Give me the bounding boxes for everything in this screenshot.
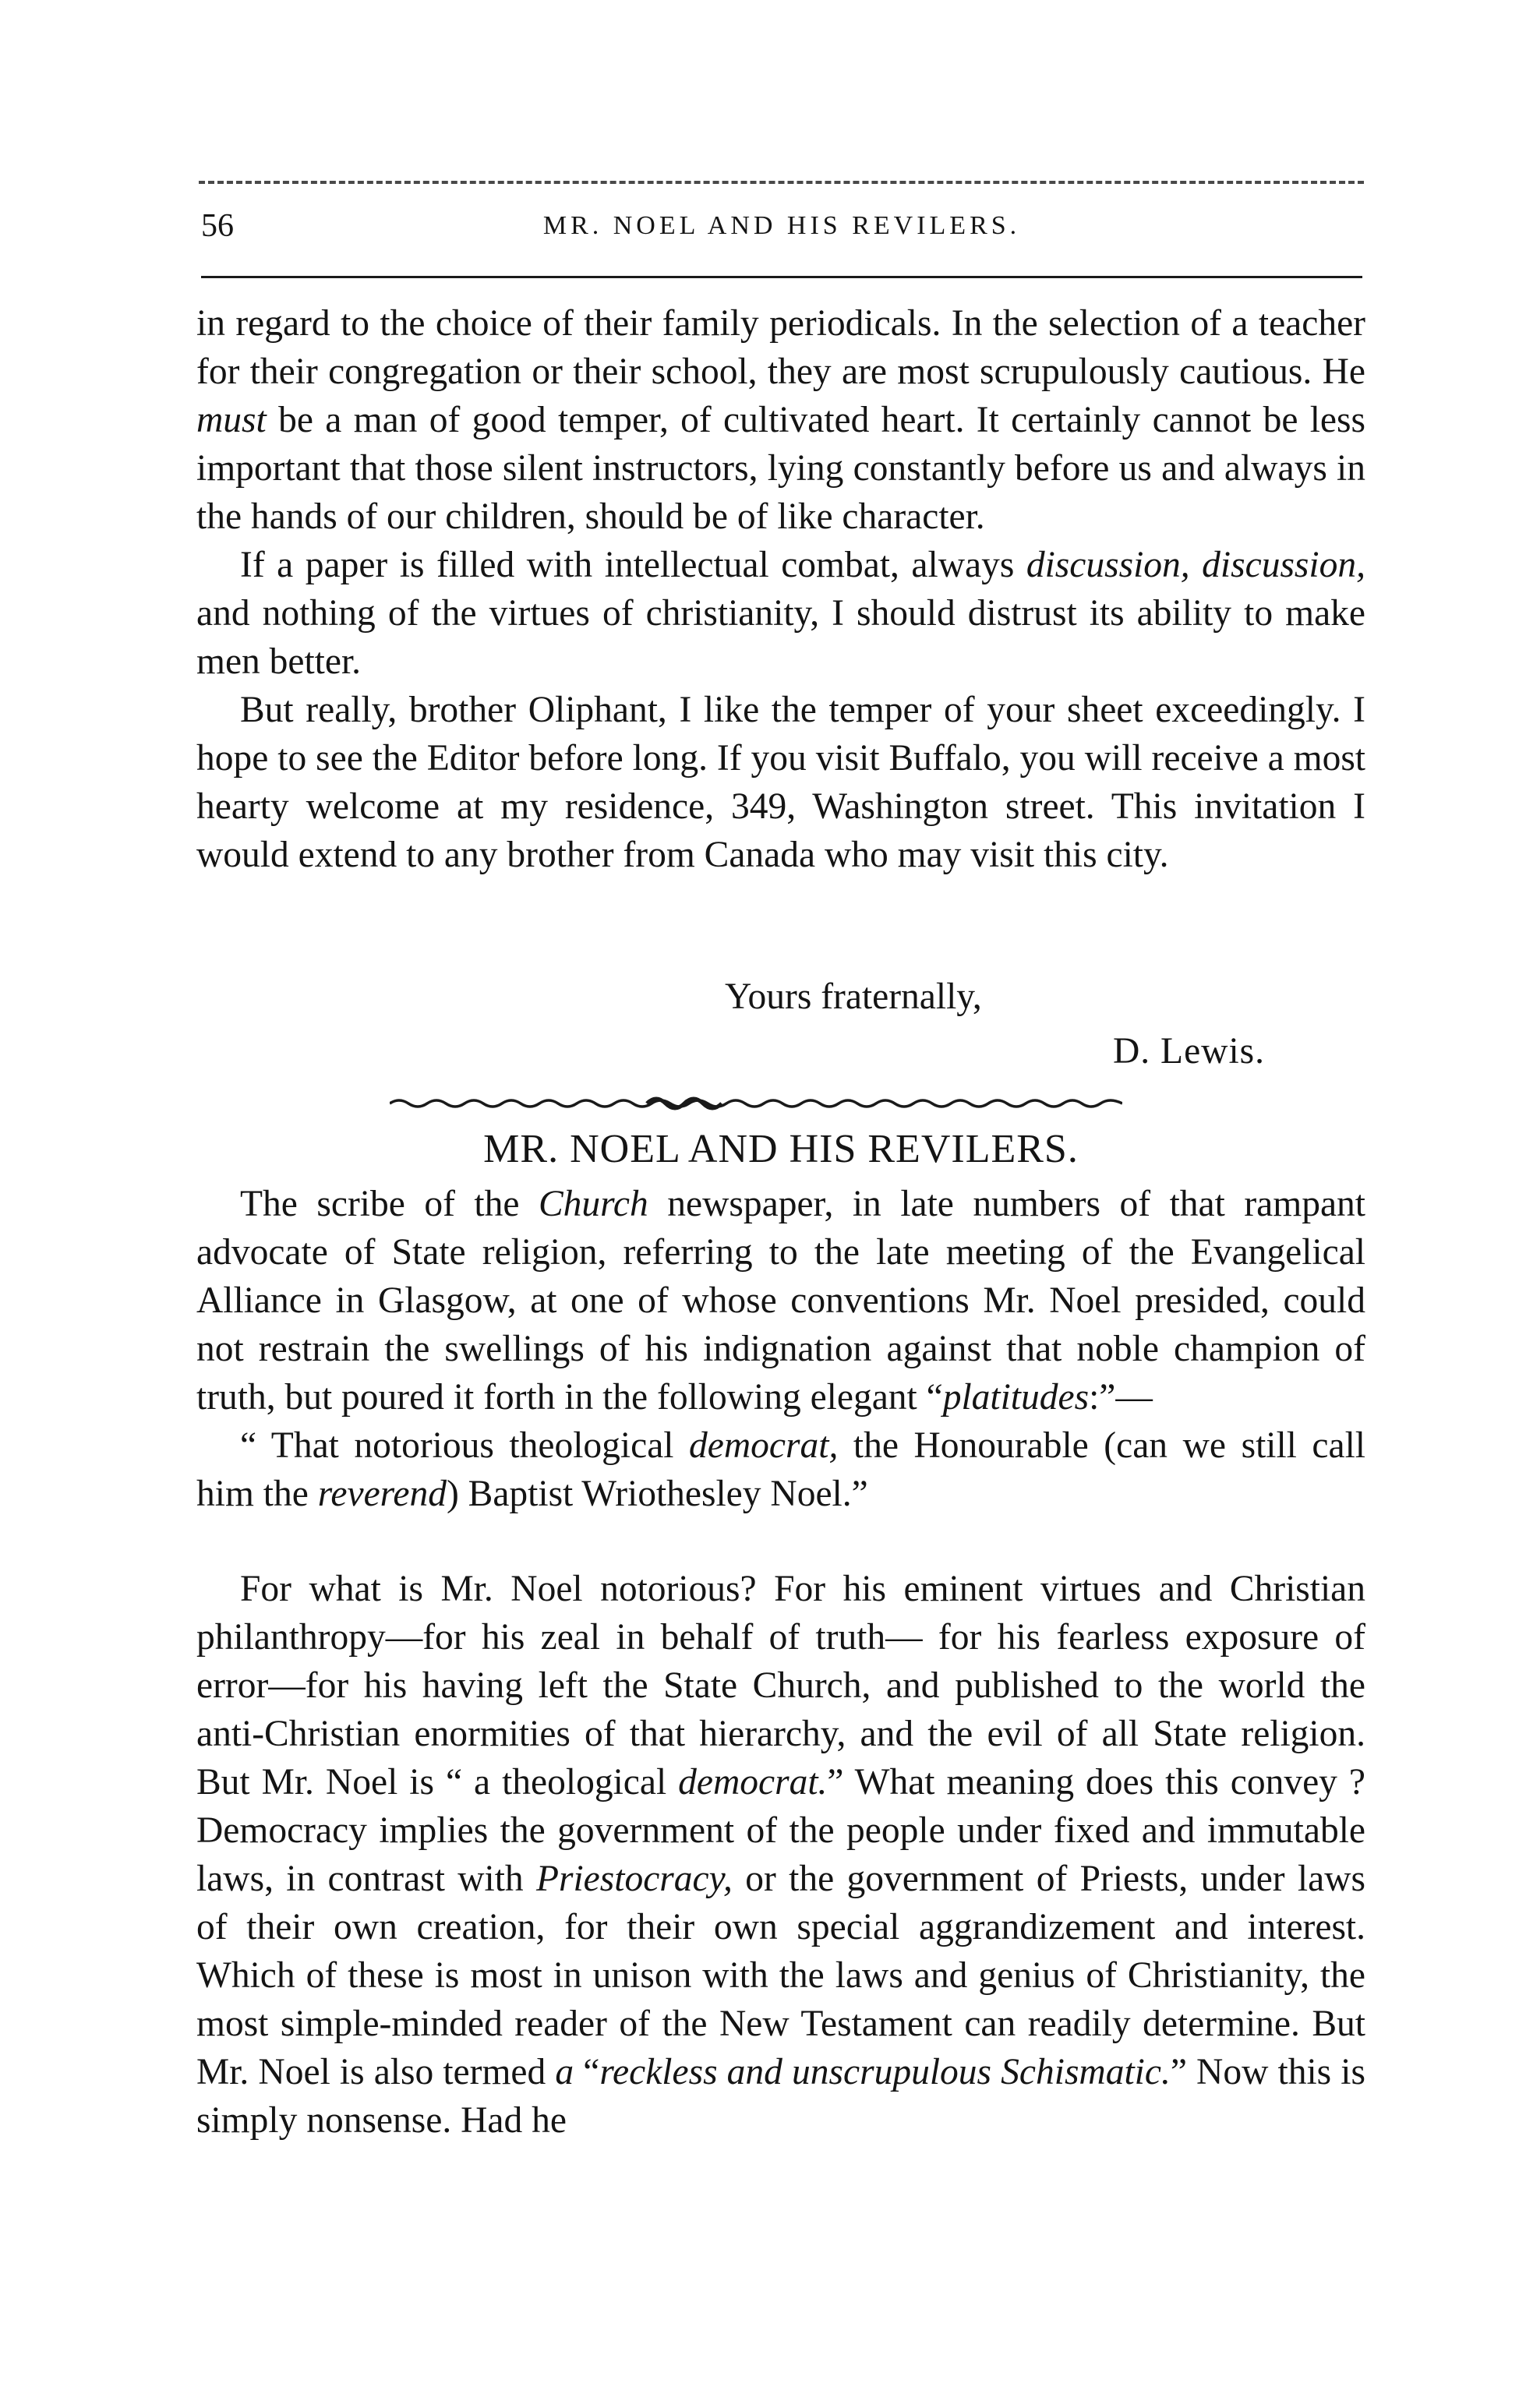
running-head	[201, 204, 1362, 248]
text-run: ” What meaning does this convey ? Democracy implies the government of the people under fixed and immutable laws, in contrast with	[196, 1762, 1365, 1899]
italic-run: reverend	[317, 1474, 447, 1514]
paragraph	[196, 1565, 1365, 2145]
text-run: For what is Mr. Noel notorious? For his eminent virtues and Christian philanthropy—for his zeal in behalf of truth— for his fearless exposure of error—for his having left the State Church, and published to the world the anti-Christian enormities of that hierarchy, and the evil of all State religion. But Mr. Noel is “ a theological	[196, 1569, 1365, 1802]
italic-run: Church	[538, 1184, 648, 1224]
italic-run: discussion, discussion,	[1026, 545, 1365, 585]
text-run: “ That notorious theological	[240, 1425, 690, 1466]
text-run: But really, brother Oliphant, I like the temper of your sheet exceedingly. I hope to see the Editor before long. If you visit Buffalo, you will receive a most hearty welcome at my residence, 349, Washington street. This invitation I would extend to any brother from Canada who may visit this city.	[196, 690, 1365, 875]
header-rule	[201, 276, 1362, 278]
italic-run: a	[555, 2052, 574, 2092]
paragraph	[196, 541, 1365, 686]
paragraph	[196, 686, 1365, 879]
text-run: the Honourable (can we still call him the	[196, 1425, 1365, 1514]
italic-run: democrat,	[689, 1425, 839, 1466]
italic-run: reckless and unscrupulous Schismatic.	[599, 2052, 1171, 2092]
page-number: 56	[201, 208, 234, 244]
article-body-part-2	[196, 1565, 1365, 2145]
text-run: or the government of Priests, under laws of their own creation, for their own special aggrandizement and interest. Which of these is most in unison with the laws and genius of Christianity, the most simple-minded reader of the New Testament can readily determine. But Mr. Noel is also termed	[196, 1859, 1365, 2092]
text-run: ) Baptist Wriothesley Noel.”	[446, 1474, 868, 1514]
article-body-part-1	[196, 1180, 1365, 1518]
paragraph	[196, 1421, 1365, 1518]
text-run: :”—	[1089, 1377, 1153, 1418]
text-run: be a man of good temper, of cultivated heart. It certainly cannot be less important that those silent instructors, lying constantly before us and always in the hands of our children, should be of like character.	[196, 400, 1365, 537]
letter-closing: Yours fraternally,	[725, 976, 982, 1017]
running-title: MR. NOEL AND HIS REVILERS.	[542, 211, 1021, 240]
italic-run: platitudes	[942, 1377, 1090, 1418]
italic-run: democrat.	[678, 1762, 828, 1802]
text-run: If a paper is filled with intellectual combat, always	[240, 545, 1026, 585]
section-ornament	[390, 1093, 1122, 1113]
text-run: in regard to the choice of their family periodicals. In the selection of a teacher for their congregation or their school, they are most scrupulously cautious. He	[196, 303, 1365, 392]
text-run: newspaper, in late numbers of that rampant advocate of State religion, referring to the late meeting of the Evangelical Alliance in Glasgow, at one of whose conventions Mr. Noel presided, could not restrain the swellings of his indignation against that noble champion of truth, but poured it forth in the following elegant “	[196, 1184, 1365, 1418]
text-run: and nothing of the virtues of christianity, I should distrust its ability to make men better.	[196, 593, 1365, 682]
text-run: ” Now this is simply nonsense. Had he	[196, 2052, 1365, 2141]
paragraph	[196, 1180, 1365, 1421]
top-rule	[199, 181, 1364, 184]
italic-run: Priestocracy,	[535, 1859, 733, 1899]
letter-signature: D. Lewis.	[1113, 1031, 1266, 1072]
italic-run: must	[196, 400, 267, 440]
letter-body	[196, 299, 1365, 879]
text-run: The scribe of the	[240, 1184, 539, 1224]
section-title: MR. NOEL AND HIS REVILERS.	[483, 1127, 1079, 1171]
paragraph	[196, 299, 1365, 541]
text-run: “	[574, 2052, 600, 2092]
